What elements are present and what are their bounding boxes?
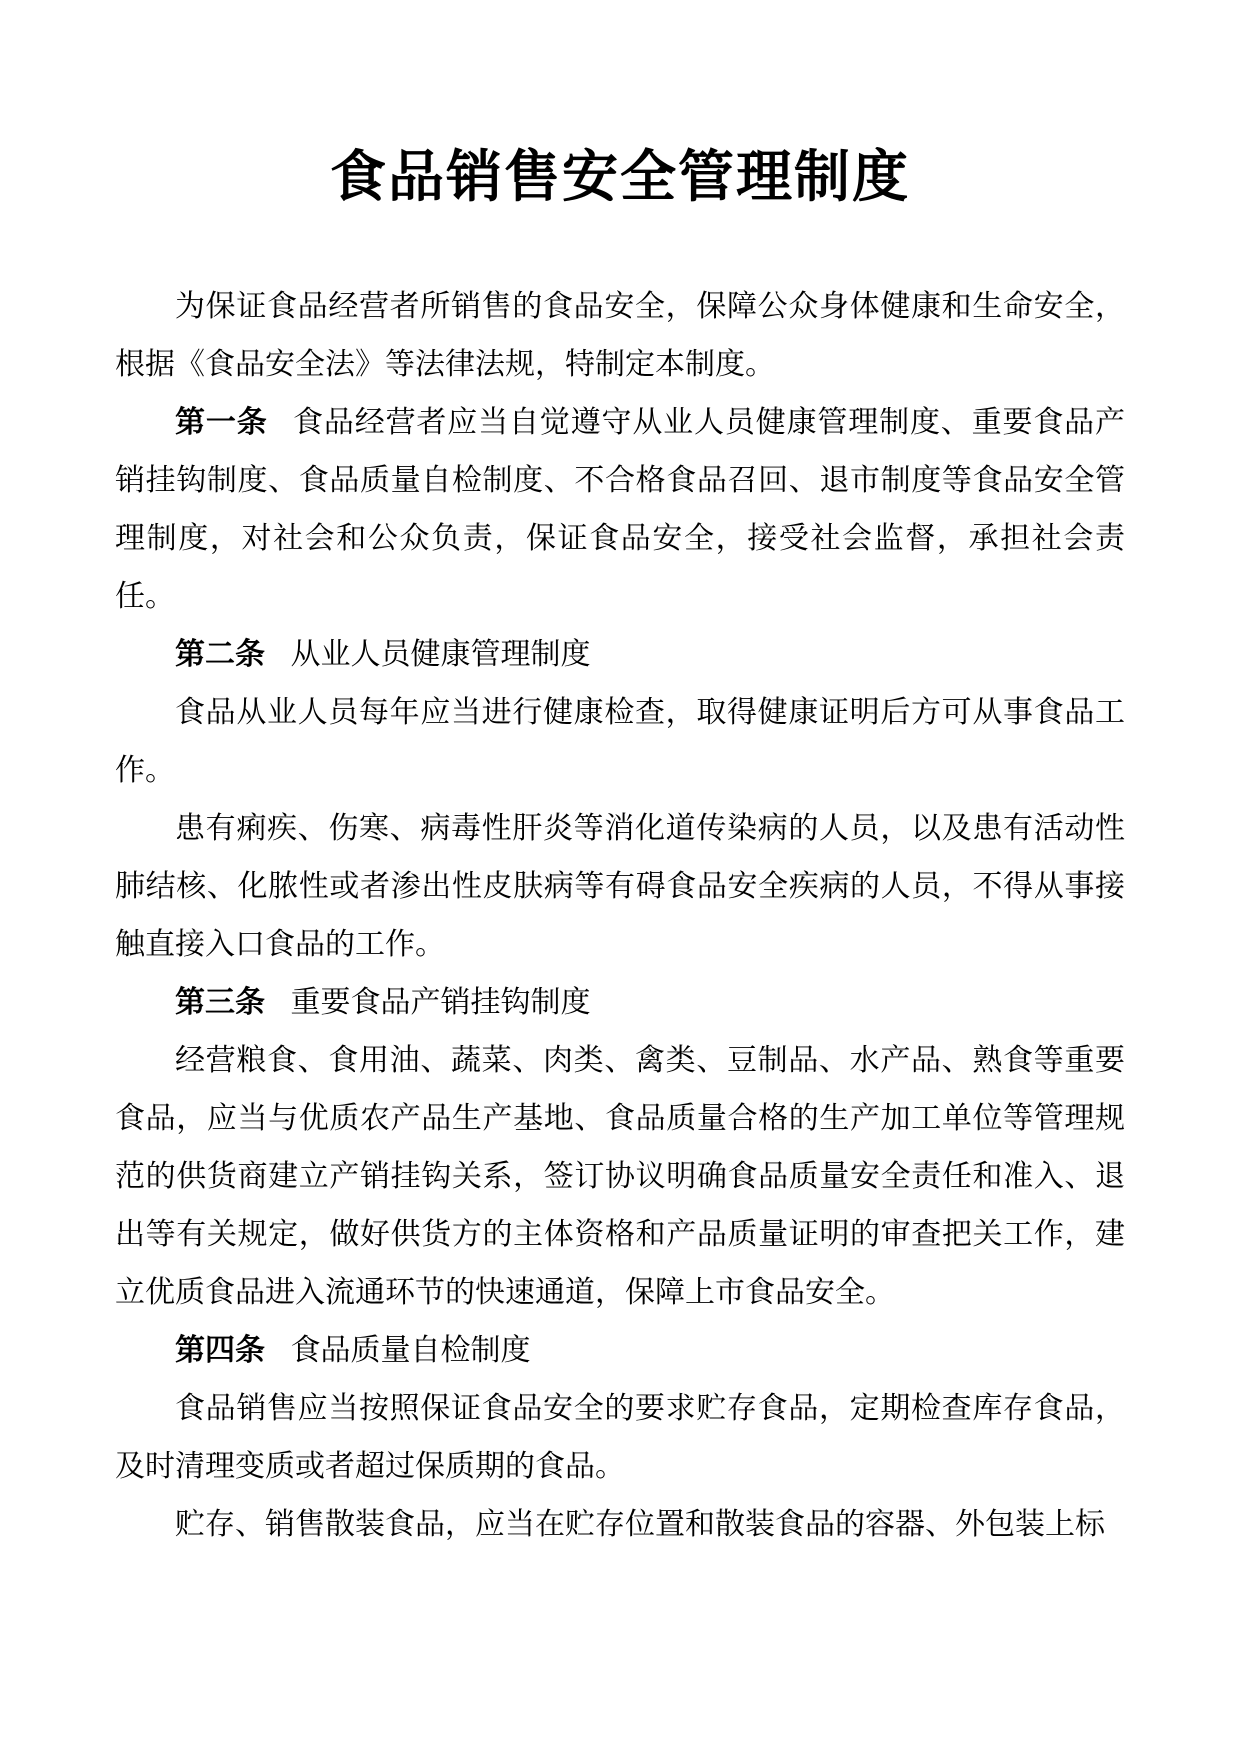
paragraph-text: 食品销售应当按照保证食品安全的要求贮存食品，定期检查库存食品，及时清理变质或者超过保质期的食品。 [115,1392,1125,1483]
paragraph-text: 贮存、销售散装食品，应当在贮存位置和散装食品的容器、外包装上标 [175,1508,1105,1541]
article-number: 第一条 [175,406,268,439]
article-paragraph [115,1322,1125,1380]
paragraph-text: 食品质量自检制度 [290,1334,531,1367]
article-paragraph [115,626,1125,684]
paragraph [115,1032,1125,1322]
article-paragraph [115,974,1125,1032]
paragraph [115,1496,1125,1554]
paragraph-text: 食品从业人员每年应当进行健康检查，取得健康证明后方可从事食品工作。 [115,696,1125,787]
paragraph-text: 食品经营者应当自觉遵守从业人员健康管理制度、重要食品产销挂钩制度、食品质量自检制度、不合格食品召回、退市制度等食品安全管理制度，对社会和公众负责，保证食品安全，接受社会监督，承担社会责任。 [115,406,1126,613]
paragraph [115,278,1125,394]
paragraph [115,1380,1125,1496]
article-number: 第四条 [175,1334,265,1367]
article-number: 第二条 [175,638,265,671]
paragraph-text: 患有痢疾、伤寒、病毒性肝炎等消化道传染病的人员，以及患有活动性肺结核、化脓性或者渗出性皮肤病等有碍食品安全疾病的人员，不得从事接触直接入口食品的工作。 [115,812,1125,961]
document-body [115,278,1125,1554]
paragraph [115,684,1125,800]
paragraph [115,800,1125,974]
article-number: 第三条 [175,986,265,1019]
article-paragraph [115,394,1125,626]
paragraph-text: 经营粮食、食用油、蔬菜、肉类、禽类、豆制品、水产品、熟食等重要食品，应当与优质农产品生产基地、食品质量合格的生产加工单位等管理规范的供货商建立产销挂钩关系，签订协议明确食品质量安全责任和准入、退出等有关规定，做好供货方的主体资格和产品质量证明的审查把关工作，建立优质食品进入流通环节的快速通道，保障上市食品安全。 [115,1044,1125,1309]
paragraph-text: 从业人员健康管理制度 [290,638,591,671]
paragraph-text: 重要食品产销挂钩制度 [290,986,591,1019]
document-title: 食品销售安全管理制度 [330,147,910,209]
paragraph-text: 为保证食品经营者所销售的食品安全，保障公众身体健康和生命安全，根据《食品安全法》等法律法规，特制定本制度。 [115,290,1125,381]
